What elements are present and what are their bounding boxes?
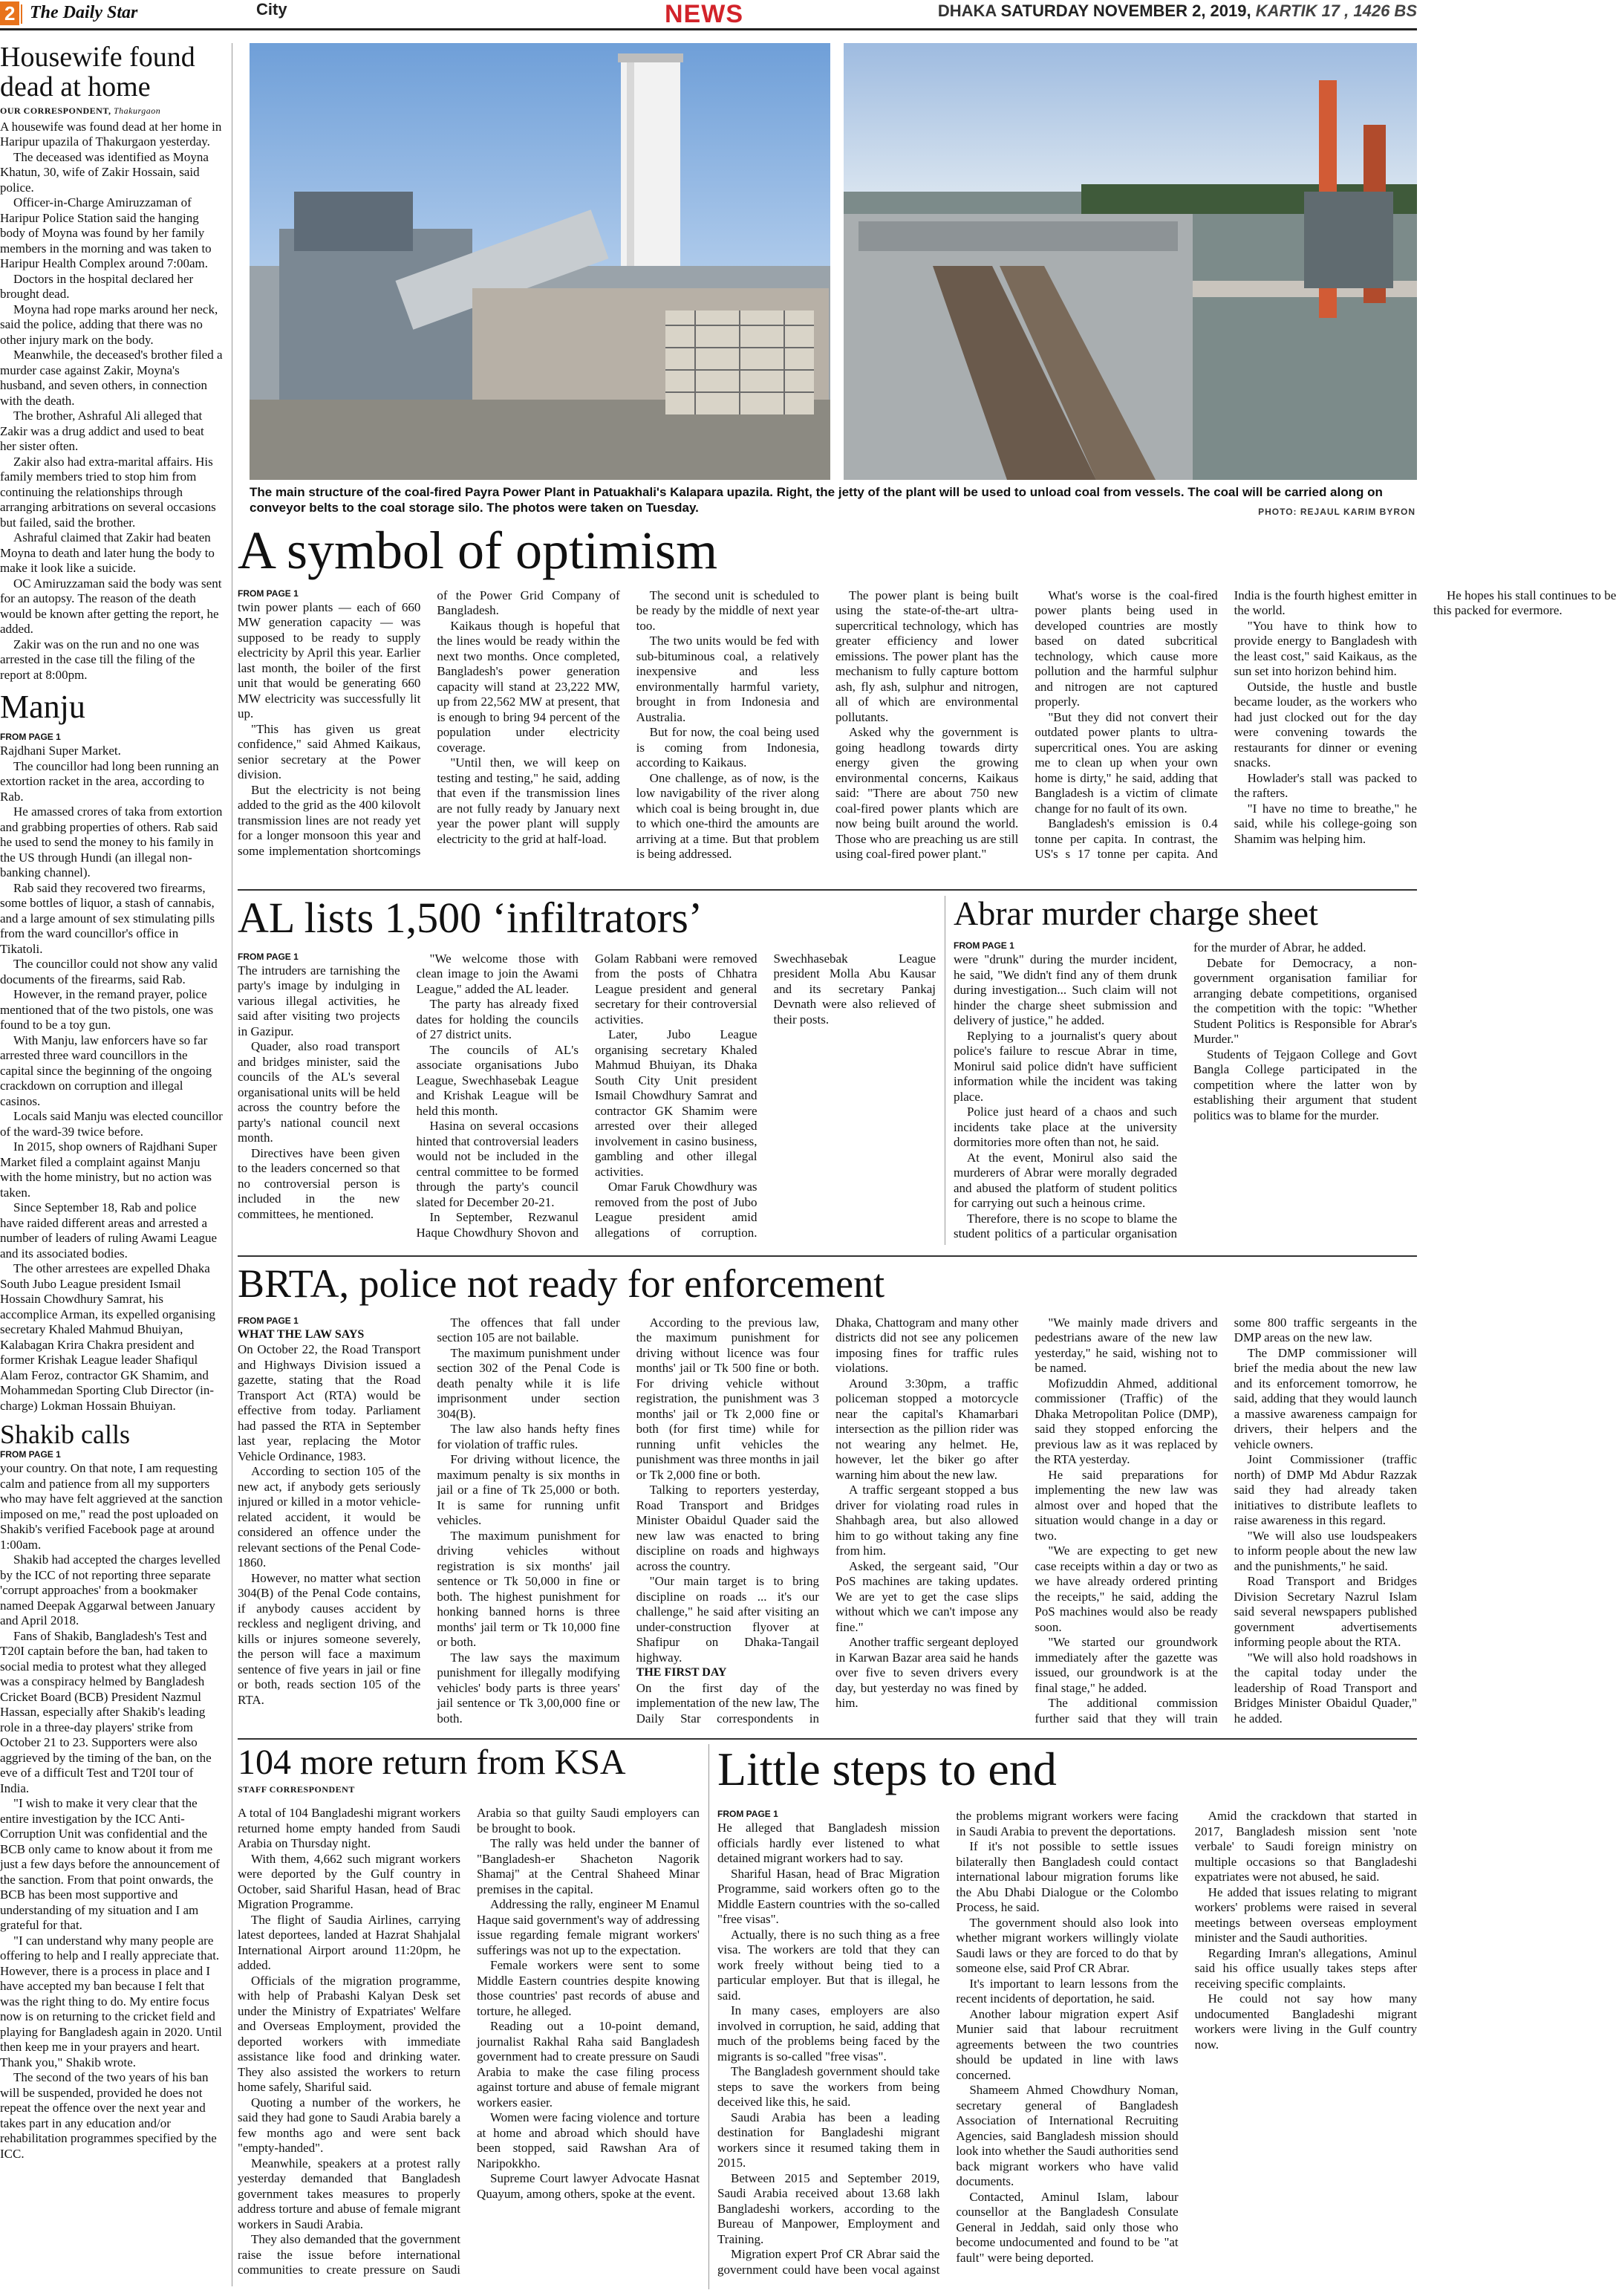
brta-paragraph: However, no matter what section 304(B) of the Penal Code contains, if anybody causes accident by reckless and negligent driving, and kills or injures someone severely, the person will face a maximum sentence of five years in jail or fine or both, reads section 105 of the RTA. [238,1570,421,1707]
little-paragraph: The government should also look into whether migrant workers willingly violate Saudi laws or they are forced to do that by someone else, said Prof CR Abrar. [956,1915,1179,1976]
manju-paragraph: With Manju, law enforcers have so far arrested three ward councillors in the capital since the beginning of the ongoing crackdown on corruption and illegal casinos. [0,1032,212,1108]
al-paragraph: The intruders are tarnishing the party's image by indulging in various illegal activities, he said after visiting two projects in Gazipur. [238,963,400,1038]
abrar-paragraph: Debate for Democracy, a non-government organisation familiar for arranging debate competitions, organised the competition with the topic: "Whether Student Politics is Responsible for Abrar's Murder." [1193,955,1417,1047]
housewife-paragraph: A housewife was found dead at her home in Haripur upazila of Thakurgaon yesterday. [0,119,222,149]
shakib-paragraph: The second of the two years of his ban will be suspended, provided he does not repeat the offence over the next year and takes part in any education and/or rehabilitation programmes specified by the ICC. [0,2070,217,2161]
brta-paragraph: The additional commission further said that they will train some 800 traffic sergeants in the DMP areas on the new law. [1035,1315,1417,1726]
housewife-paragraph: The deceased was identified as Moyna Khatun, 30, wife of Zakir Hossain, said police. [0,149,209,195]
little-paragraph: He added that issues relating to migrant workers' problems were raised in several meetings between overseas employment minister and the Saudi authorities. [1194,1884,1417,1945]
abrar-paragraph: Replying to a journalist's query about police's failure to rescue Abrar in time, Monirul said police didn't have sufficient information while the incident was taking place. [954,1028,1177,1104]
brta-paragraph: WHAT THE LAW SAYS [238,1327,365,1341]
shakib-paragraph: Shakib had accepted the charges levelled by the ICC of not reporting three separate 'corrupt approaches' from a bookmaker named Deepak Aggarwal between January and April 2018. [0,1552,221,1628]
manju-paragraph: The other arrestees are expelled Dhaka South Jubo League president Ismail Hossain Chowdhury Samrat, his accomplice Arman, its expelled organising secretary Khaled Mahmud Bhuiyan, Kalabagan Krira Chakra president and former Krishak League leader Shafiqul Alam Feroz, contractor GK Shamim, and Mohammedan Sporting Club Director (in-charge) Lokman Hossain Bhuiyan. [0,1261,216,1413]
housewife-paragraph: Doctors in the hospital declared her brought dead. [0,271,194,302]
page-number: 2 [0,1,19,25]
ksa-paragraph: Female workers were sent to some Middle Eastern countries despite knowing those countries' past records of abuse and torture, he alleged. [477,1958,700,2018]
optimism-paragraph: The two units would be fed with sub-bituminous coal, a relatively inexpensive and less environmentally harmful variety, brought in from Indonesia and Australia. [636,634,819,724]
little-paragraph: Contacted, Aminul Islam, labour counsellor at the Bangladesh Consulate General in Jeddah, said only those who become undocumented and found to be "at fault" were being deported. [956,2189,1179,2265]
power-plant-photo [250,43,830,480]
little-paragraph: Actually, there is no such thing as a free visa. The workers are told that they can work freely without being tied to a particular employer. But that is illegal, he said. [717,1927,940,2003]
masthead-divider [21,4,22,24]
brta-paragraph: The maximum punishment for driving vehicles without registration is six months' jail sentence or Tk 50,000 in fine or both. The highest punishment for honking banned horns is three months' jail term or Tk 10,000 fine or both. [437,1528,620,1650]
al-paragraph: The party has already fixed dates for holding the councils of 27 district units. [416,997,579,1042]
brta-from: FROM PAGE 1 [238,1315,299,1326]
ksa-paragraph: Reading out a 10-point demand, journalist Rakhal Raha said Bangladesh government had to create pressure on Saudi Arabia to make the case filing process against torture and abuse of female migrant workers easier. [477,2019,700,2110]
brta-paragraph: "We are expecting to get new case receipts within a day or two as we have already ordered printing the receipts," he said, adding the PoS machines would also be ready soon. [1035,1544,1218,1634]
optimism-paragraph: The second unit is scheduled to be ready by the middle of next year too. [636,588,819,633]
little-paragraph: He alleged that Bangladesh mission officials hardly ever listened to what detained migrant workers had to say. [717,1821,940,1866]
masthead [0,0,1417,30]
al-paragraph: "We welcome those with clean image to join the Awami League," added the AL leader. [416,951,579,996]
photo-credit: PHOTO: REJAUL KARIM BYRON [1258,507,1415,517]
al-from: FROM PAGE 1 [238,951,299,962]
manju-paragraph: Locals said Manju was elected councillor of the ward-39 twice before. [0,1109,223,1139]
little-steps-body [717,1809,1417,2284]
manju-paragraph: Rab said they recovered two firearms, some bottles of liquor, a stash of cannabis, and a large amount of sex stimulating pills from the ward councillor's office in Tikatoli. [0,880,215,956]
section-rule [238,1738,1417,1740]
shakib-paragraph: your country. On that note, I am requesting calm and patience from all my supporters who may have felt aggrieved at the sanction imposed on me," read the post uploaded on Shakib's verified Facebook page at around 1:00am. [0,1461,223,1552]
manju-paragraph: The councillor had long been running an extortion racket in the area, according to Rab. [0,758,219,804]
brta-paragraph: According to the previous law, the maximum punishment for driving without licence was four months' jail or Tk 500 fine or both. For driving vehicle without registration, the punishment was 3 months' jail or Tk 2,000 fine or both (for first time) while for running unfit vehicles the punishment was three months in jail or Tk 2,000 fine or both. [636,1315,819,1482]
optimism-paragraph: What's worse is the coal-fired power plants being used in developed countries are mostly based on dated subcritical technology, which cause more pollution and the harmful sulphur and nitrogen are not captured properly. [1035,588,1218,709]
little-paragraph: Another labour migration expert Asif Munier said that labour recruitment agreements between the two countries should be updated in line with laws concerned. [956,2006,1179,2082]
brta-paragraph: "We started our groundwork immediately after the gazette was issued, our groundwork is at the final stage," he added. [1035,1635,1218,1695]
ksa-paragraph: With them, 4,662 such migrant workers were deported by the Gulf country in October, said Shariful Hasan, head of Brac Migration Programme. [238,1851,460,1912]
ksa-paragraph: The flight of Saudia Airlines, carrying latest deportees, landed at Hazrat Shahjalal International Airport around 11:20pm, he added. [238,1912,460,1973]
brta-paragraph: He said preparations for implementing the new law was almost over and hoped that the situation would change in a day or two. [1035,1467,1218,1543]
ksa-story [238,1744,700,2289]
brta-paragraph: The DMP commissioner will brief the media about the new law and its enforcement tomorrow, he said, adding that they would launch a massive awareness campaign for drivers, their helpers and the vehicle owners. [1234,1345,1417,1451]
brta-paragraph: Talking to reporters yesterday, Road Transport and Bridges Minister Obaidul Quader said the new law was enacted to bring discipline on roads and highways across the country. [636,1483,819,1573]
al-headline: AL lists 1,500 ‘infiltrators’ [238,894,703,942]
ksa-paragraph: They also demanded that the government raise the issue before international communities to create pressure on Saudi Arabia so that guilty Saudi employers can be brought to book. [238,1806,700,2277]
ksa-paragraph: Officials of the migration programme, with help of Prabashi Kalyan Desk set under the Ministry of Expatriates' Welfare and Overseas Employment, provided the deported workers with immediate assistance like food and drinking water. They also assisted the workers to return home safely, Shariful said. [238,1973,460,2095]
column-rule [708,1744,709,2289]
al-paragraph: Hasina on several occasions hinted that controversial leaders would not be included in the central committee to be formed through the party's council slated for December 20-21. [416,1119,579,1209]
paper-logo: The Daily Star [30,3,138,22]
brta-paragraph: "We will also use loudspeakers to inform people about the new law and the punishments," he said. [1234,1528,1417,1573]
brta-paragraph: "Our main target is to bring discipline on roads ... it's our challenge," he said after visiting an under-construction flyover at Shafipur on Dhaka-Tangail highway. [636,1574,819,1665]
shakib-headline: Shakib calls [0,1419,130,1450]
little-paragraph: He could not say how many undocumented Bangladeshi migrant workers were living in the Gulf country now. [1194,1991,1417,2052]
little-paragraph: It's important to learn lessons from the recent incidents of deportation, he said. [956,1976,1179,2006]
housewife-paragraph: Ashraful claimed that Zakir had beaten Moyna to death and later hung the body to make it look like a suicide. [0,530,215,576]
brta-paragraph: Asked, the sergeant said, "Our PoS machines are taking updates. We are yet to get the case slips without which we can't impose any fine." [835,1558,1019,1634]
date-city: DHAKA [937,1,997,20]
photo-caption: The main structure of the coal-fired Payra Power Plant in Patuakhali's Kalapara upazila. Right, the jetty of the plant will be used to unload coal from vessels. The coal will be carried along on conveyor belts to the coal storage silo. The photos were taken on Tuesday. [250,485,1383,515]
optimism-paragraph: twin power plants — each of 660 MW generation capacity — was supposed to be ready to supply electricity by April this year. Earlier last month, the boiler of the first unit that would be generating 660 MW electricity was successfully lit up. [238,599,421,721]
brta-paragraph: Another traffic sergeant deployed in Karwan Bazar area said he hands over five to seven drivers every day, but yesterday no was fined by him. [835,1635,1019,1711]
manju-story [0,690,223,1414]
brta-paragraph: THE FIRST DAY [636,1666,727,1679]
manju-paragraph: Rajdhani Super Market. [0,744,121,758]
brta-paragraph: On October 22, the Road Transport and Highways Division issued a gazette, stating that the Road Transport Act (RTA) would be effective from today. Parliament had passed the RTA in September last year, replacing the Motor Vehicle Ordinance, 1983. [238,1342,421,1463]
brta-paragraph: "We will also hold roadshows in the capital today under the leadership of Road Transport and Bridges Minister Obaidul Quader," he added. [1234,1650,1417,1726]
ksa-body [238,1806,700,2296]
al-paragraph: In September, Rezwanul Haque Chowdhury Shovon and Golam Rabbani were removed from the posts of Chhatra League president and general secretary for their controversial activities. [416,951,758,1240]
housewife-paragraph: OC Amiruzzaman said the body was sent for an autopsy. The reason of the death would be known after getting the report, he added. [0,576,222,637]
housewife-paragraph: Officer-in-Charge Amiruzzaman of Haripur Police Station said the hanging body of Moyna was found by her family members in the morning and was taken to Haripur Health Complex around 7:00am. [0,195,212,271]
little-paragraph: Saudi Arabia has been a leading destination for Bangladeshi migrant workers since it resumed taking them in 2015. [717,2110,940,2170]
optimism-body [238,588,1616,871]
ksa-byline: STAFF CORRESPONDENT [238,1784,355,1795]
optimism-paragraph: "But they did not convert their outdated power plants to ultra-supercritical ones. You are asking me to clean up when your own home is dirty," he said, adding that Bangladesh is a victim of climate change for no fault of its own. [1035,709,1218,816]
ksa-paragraph: The rally was held under the banner of "Bangladesh-er Shacheton Nagorik Shamaj" at the Central Shaheed Minar premises in the capital. [477,1836,700,1896]
housewife-paragraph: Zakir was on the run and no one was arrested in the case till the filing of the report at 8:00pm. [0,637,200,682]
brta-headline: BRTA, police not ready for enforcement [238,1261,885,1306]
section-rule [238,889,1417,891]
housewife-byline: OUR CORRESPONDENT, Thakurgaon [0,105,161,116]
abrar-paragraph: Police just heard of a chaos and such incidents take place at the university dormitories more often than not, he said. [954,1105,1177,1150]
al-paragraph: Quader, also road transport and bridges minister, said the councils of the AL's several organisational units will be held across the country before the party's national council next month. [238,1039,400,1145]
ksa-paragraph: Addressing the rally, engineer M Enamul Haque said government's way of addressing issue regarding female migrant workers' sufferings was not up to the expectation. [477,1897,700,1957]
optimism-paragraph: Outside, the hustle and bustle became louder, as the workers who had just clocked out for the day were convening towards the restaurants for dinner or evening snacks. [1234,679,1417,770]
abrar-story [954,896,1417,1252]
brta-body [238,1316,1417,1731]
shakib-paragraph: "I can understand why many people are offering to help and I really appreciate that. However, there is a process in place and I have accepted my ban because I felt that was the right thing to do. My entire focus now is on returning to the cricket field and playing for Bangladesh again in 2020. Until then keep me in your prayers and heart. Thank you," Shakib wrote. [0,1933,222,2069]
little-steps-headline: Little steps to end [717,1743,1057,1795]
optimism-paragraph: He hopes his stall continues to be this packed for evermore. [1433,588,1616,618]
optimism-from: FROM PAGE 1 [238,588,299,599]
manju-from: FROM PAGE 1 [0,732,61,743]
housewife-paragraph: The brother, Ashraful Ali alleged that Zakir was a drug addict and used to beat her sister often. [0,409,204,454]
abrar-paragraph: Students of Tejgaon College and Govt Bangla College participated in the competition where the latter won by establishing their argument that student politics was to blame for the murder. [1193,1047,1417,1122]
little-paragraph: Regarding Imran's allegations, Aminul said his office usually takes steps after receiving specific complaints. [1194,1945,1417,1991]
optimism-paragraph: "This has given us great confidence," said Ahmed Kaikaus, senior secretary at the Power division. [238,721,421,782]
brta-paragraph: A traffic sergeant stopped a bus driver for violating road rules in Shahbagh area, but also allowed him to go without taking any fine from him. [835,1483,1019,1558]
shakib-paragraph: "I wish to make it very clear that the entire investigation by the ICC Anti-Corruption Unit was confidential and the BCB only came to know about it from me just a few days before the announcement of the sanction. From that point onwards, the BCB has been most supportive and understanding of my situation and I am grateful for that. [0,1796,220,1933]
masthead-rule [0,28,1417,30]
housewife-paragraph: Meanwhile, the deceased's brother filed a murder case against Zakir, Moyna's husband, and seven others, in connection with the death. [0,348,223,408]
housewife-headline: Housewife found dead at home [0,42,195,103]
little-paragraph: Migration expert Prof CR Abrar said the government could have been vocal against the problems migrant workers were facing in Saudi Arabia to prevent the deportations. [717,1809,1179,2277]
brta-paragraph: Around 3:30pm, a traffic policeman stopped a motorcycle near the capital's Khamarbari intersection as the pillion rider was not wearing any helmet. He, however, let the biker go after warning him about the new law. [835,1376,1019,1482]
shakib-paragraph: Fans of Shakib, Bangladesh's Test and T20I captain before the ban, had taken to social media to protest what they alleged was a conspiracy helmed by Bangladesh Cricket Board (BCB) President Nazmul Hassan, especially after Shakib's leading role in a three-day players' strike from October 21 to 23. Supporters were also aggrieved by the timing of the ban, on the eve of a difficult Test and T20I tour of India. [0,1628,212,1795]
brta-paragraph: The law says the maximum punishment for illegally modifying vehicles' body parts is three years' jail sentence or Tk 3,00,000 fine or both. [437,1650,620,1726]
little-steps-from: FROM PAGE 1 [717,1809,778,1820]
abrar-paragraph: were "drunk" during the murder incident, he said, "We didn't find any of them drunk during investigation... Such claim will not hinder the charge sheet submission and delivery of justice," he added. [954,952,1177,1028]
little-paragraph: Between 2015 and September 2019, Saudi Arabia received about 13.68 lakh Bangladeshi workers, according to the Bureau of Manpower, Employment and Training. [717,2170,940,2246]
abrar-from: FROM PAGE 1 [954,940,1014,952]
shakib-story [0,1421,223,2162]
manju-paragraph: However, in the remand prayer, police mentioned that of the two pistols, one was found to be a toy gun. [0,987,214,1032]
optimism-story [238,521,1616,887]
jetty-photo [844,43,1417,480]
brta-paragraph: Road Transport and Bridges Division Secretary Nazrul Islam said several newspapers published government advertisements informing people about the RTA. [1234,1574,1417,1650]
manju-headline: Manju [0,689,85,726]
brta-paragraph: Mofizuddin Ahmed, additional commissioner (Traffic) of the Dhaka Metropolitan Police (DMP), said they stopped enforcing the previous law as it was replaced by the RTA yesterday. [1035,1376,1218,1467]
abrar-body [954,940,1417,1245]
shakib-from: FROM PAGE 1 [0,1449,61,1460]
optimism-paragraph: Howlader's stall was packed to the rafters. [1234,770,1417,801]
shakib-body [0,1461,223,2162]
date-bangla: KARTIK 17 , 1426 BS [1255,1,1417,20]
optimism-paragraph: But the electricity is not being added to the grid as the 400 kilovolt transmission lines are not ready yet for a longer monsoon this year and some implementation shortcomings of the Power Grid Company of Bangladesh. [238,588,620,858]
little-paragraph: Shameem Ahmed Chowdhury Noman, secretary general of Bangladesh Association of International Recruiting Agencies, said Bangladesh mission should look into whether the Saudi authorities send back migrant workers who have valid documents. [956,2083,1179,2189]
brta-paragraph: The maximum punishment under section 302 of the Penal Code is death penalty while it is life imprisonment under section 304(B). [437,1345,620,1421]
date-line [938,1,1417,21]
housewife-paragraph: Moyna had rope marks around her neck, said the police, adding that there was no other injury mark on the body. [0,302,218,347]
little-paragraph: If it's not possible to settle issues bilaterally then Bangladesh could contact international labour migration forums like the Abu Dhabi Dialogue or the Colombo Process, he said. [956,1839,1179,1915]
manju-paragraph: He amassed crores of taka from extortion and grabbing properties of others. Rab said he used to send the money to his family in the US through Hundi (an illegal non-banking channel). [0,804,223,880]
news-label: NEWS [665,0,743,28]
brta-story [238,1263,1417,1738]
abrar-paragraph: Therefore, there is no scope to blame the student politics of a particular organisation for the murder of Abrar, he added. [954,940,1366,1241]
al-paragraph: Omar Faruk Chowdhury was removed from the post of Jubo League president amid allegations of corruption. Swechhasebak League president Molla Abu Kausar and its secretary Pankaj Devnath were also relieved of their posts. [595,951,936,1240]
brta-paragraph: For driving without licence, the maximum penalty is six months in jail or a fine of Tk 25,000 or both. It is same for running unfit vehicles. [437,1452,620,1528]
manju-paragraph: In 2015, shop owners of Rajdhani Super Market filed a complaint against Manju with the home ministry, but no action was taken. [0,1139,218,1200]
brta-paragraph: The offences that fall under section 105 are not bailable. [437,1315,620,1345]
optimism-paragraph: The power plant is being built using the state-of-the-art ultra-supercritical technology, which has greater efficiency and lower emissions. The power plant has the mechanism to fully capture bottom ash, fly ash, sulphur and nitrogen, all of which are environmental pollutants. [835,588,1019,724]
optimism-paragraph: Asked why the government is going headlong towards dirty energy given the growing environmental concerns, Kaikaus said: "There are about 750 new coal-fired power plants which are now being built around the world. Those who are preaching us are still using coal-fired power plant." [835,725,1019,862]
ksa-headline: 104 more return from KSA [238,1743,626,1782]
optimism-paragraph: Bangladesh's emission is 0.4 tonne per capita. In contrast, the US's s 17 tonne per capita. And India is the fourth highest emitter in the world. [1035,588,1417,862]
optimism-paragraph: One challenge, as of now, is the low navigability of the river along which coal is being brought in, due to which one-third the amounts are arriving at a time. But that problem is being addressed. [636,770,819,862]
optimism-paragraph: "Until then, we will keep on testing and testing," he said, adding that even if the transmission lines are not fully ready by January next year the power plant will supply electricity to the grid at half-load. [437,755,620,846]
little-paragraph: The Bangladesh government should take steps to save the workers from being deceived like this, he said. [717,2064,940,2110]
brta-paragraph: The law also hands hefty fines for violation of traffic rules. [437,1422,620,1451]
left-column [0,43,223,2286]
optimism-paragraph: "I have no time to breathe," he said, while his college-going son Shamim was helping him. [1234,801,1417,846]
optimism-headline: A symbol of optimism [238,521,718,580]
optimism-paragraph: Kaikaus though is hopeful that the lines would be ready within the next two months. Once completed, Bangladesh's power generation capacity will stand at 23,222 MW, up from 22,562 MW at present, that is enough to bring 94 percent of the population under electricity coverage. [437,618,620,755]
little-paragraph: In many cases, employers are also involved in corruption, he said, adding that much of the problems being faced by the migrants is so-called "free visas". [717,2003,940,2064]
ksa-paragraph: A total of 104 Bangladeshi migrant workers returned home empty handed from Saudi Arabia on Thursday night. [238,1806,460,1851]
ksa-paragraph: Quoting a number of the workers, he said they had gone to Saudi Arabia barely a few months ago and were sent back "empty-handed". [238,2095,460,2156]
optimism-paragraph: "You have to think how to provide energy to Bangladesh with the least cost," said Kaikaus, as the sun set into horizon behind him. [1234,618,1417,679]
section-rule [238,1255,1417,1257]
brta-paragraph: According to section 105 of the new act, if anybody gets seriously injured or killed in a motor vehicle-related accident, it would be considered an offence under the relevant sections of the Penal Code-1860. [238,1464,421,1570]
little-steps-story [717,1744,1417,2289]
abrar-paragraph: At the event, Monirul also said the murderers of Abrar were morally degraded and abused the platform of student politics for carrying out such a heinous crime. [954,1150,1177,1211]
brta-paragraph: On the first day of the implementation of the new law, The Daily Star correspondents in Dhaka, Chattogram and many other districts did not see any policemen imposing fines for traffic rules violations. [636,1315,1019,1726]
al-paragraph: Directives have been given to the leaders concerned so that no controversial person is included in the new committees, he mentioned. [238,1145,400,1221]
brta-paragraph: Joint Commissioner (traffic north) of DMP Md Abdur Razzak said they had already taken initiatives to distribute leaflets to raise awareness in this regard. [1234,1452,1417,1528]
al-paragraph: Later, Jubo League organising secretary Khaled Mahmud Bhuiyan, its Dhaka South City Unit president Ismail Chowdhury Samrat and contractor GK Shamim were arrested over their alleged involvement in casino business, gambling and other illegal activities. [595,1027,758,1179]
al-story [238,896,936,1252]
little-paragraph: Shariful Hasan, head of Brac Migration Programme, said workers often go to the Middle Eastern countries with the so-called "free visas". [717,1866,940,1927]
abrar-headline: Abrar murder charge sheet [954,894,1318,932]
ksa-paragraph: Supreme Court lawyer Advocate Hasnat Quayum, among others, spoke at the event. [477,2171,700,2201]
housewife-story [0,43,223,683]
date-main: SATURDAY NOVEMBER 2, 2019, [1000,1,1251,20]
al-body [238,952,936,1249]
housewife-body [0,120,223,683]
brta-paragraph: "We mainly made drivers and pedestrians aware of the new law yesterday," he said, wishing not to be named. [1035,1315,1218,1376]
little-paragraph: Amid the crackdown that started in 2017, Bangladesh mission sent 'note verbale' to Saudi foreign ministry on multiple occasions so that Bangladeshi expatriates were not abused, he said. [1194,1809,1417,1884]
ksa-paragraph: Meanwhile, speakers at a protest rally yesterday demanded that Bangladesh government takes measures to properly address torture and abuse of female migrant workers in Saudi Arabia. [238,2156,460,2231]
ksa-paragraph: Women were facing violence and torture at home and abroad which should have been stopped, said Rawshan Ara of Naripokkho. [477,2110,700,2170]
optimism-paragraph: But for now, the coal being used is coming from Indonesia, according to Kaikaus. [636,725,819,770]
manju-paragraph: Since September 18, Rab and police have raided different areas and arrested a number of leaders of ruling Awami League and its associated bodies. [0,1200,218,1261]
housewife-paragraph: Zakir also had extra-marital affairs. His family members tried to stop him from continuing the relationships through arranging arbitrations on several occasions but failed, said the brother. [0,454,216,530]
section-label: City [256,0,287,19]
al-paragraph: The councils of AL's associate organisations Jubo League, Swechhasebak League and Krishak League will be held this month. [416,1042,579,1118]
manju-paragraph: The councillor could not show any valid documents of the firearms, said Rab. [0,957,218,986]
manju-body [0,744,223,1414]
